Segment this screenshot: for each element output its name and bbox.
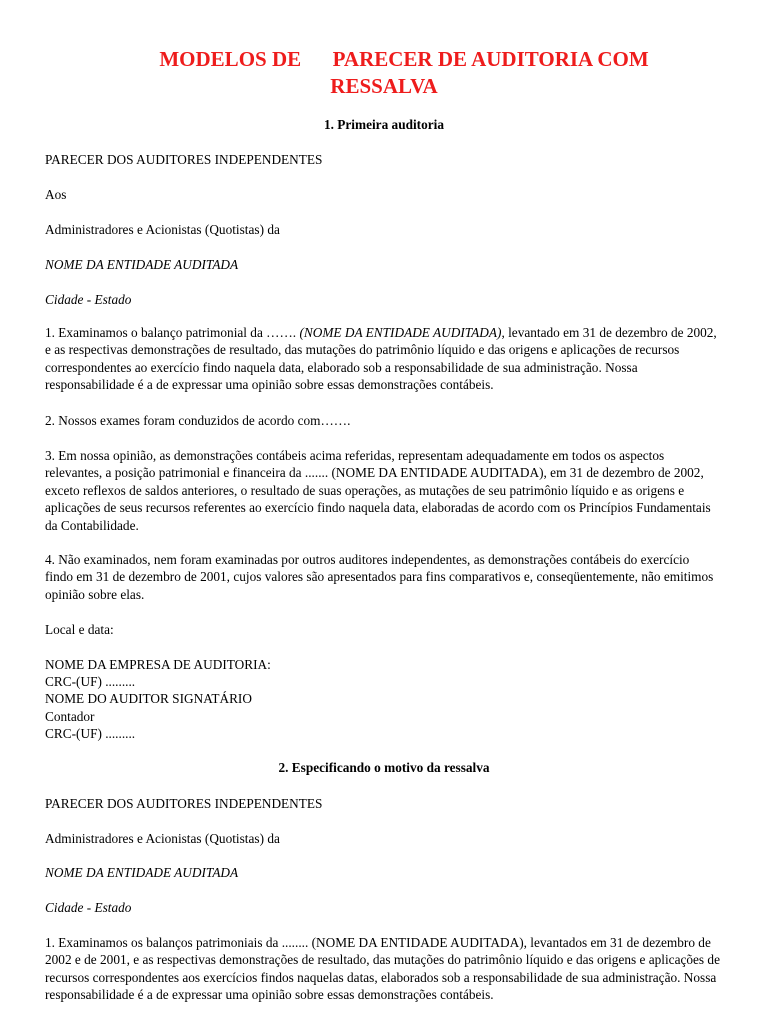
signature-firm-crc: CRC-(UF) ......... bbox=[45, 674, 136, 689]
paragraph-1-section-2: 1. Examinamos os balanços patrimoniais da ........ (NOME DA ENTIDADE AUDITADA), levantados em 31 de dezembro de 2002 e de 2001, e as respectivas demonstrações de resultado, das mutações do patrimônio líquido e das origens e aplicações de recursos correspondentes aos exercícios findos naquelas datas, elaborados sob a responsabilidade de sua administração. Nossa responsabilidade é a de expressar uma opinião sobre essas demonstrações contábeis. bbox=[45, 935, 720, 1003]
paragraph-1 bbox=[45, 324, 719, 394]
signature-firm: NOME DA EMPRESA DE AUDITORIA: bbox=[45, 657, 271, 672]
entity-name: NOME DA ENTIDADE AUDITADA bbox=[45, 257, 239, 272]
paragraph-1-rest: , levantado em 31 de dezembro de 2002, e as respectivas demonstrações de resultado, das mutações do patrimônio líquido e das origens e aplicações de recursos correspondentes ao exercício findo naquela data, elaborado sob a responsabilidade de sua administração. Nossa responsabilidade é a de expressar uma opinião sobre essas demonstrações contábeis. bbox=[45, 325, 717, 393]
addressee-prefix: Aos bbox=[45, 187, 67, 202]
addressee: Administradores e Acionistas (Quotistas) da bbox=[45, 222, 280, 237]
document-title-line-1: MODELOS DE PARECER DE AUDITORIA COM bbox=[159, 47, 649, 71]
paragraph-1-start: 1. Examinamos o balanço patrimonial da ……. bbox=[45, 325, 300, 340]
section-2-heading: 2. Especificando o motivo da ressalva bbox=[278, 760, 490, 775]
document-title-line-2 bbox=[0, 74, 768, 98]
report-title: PARECER DOS AUDITORES INDEPENDENTES bbox=[45, 152, 323, 167]
section-1-heading: 1. Primeira auditoria bbox=[323, 117, 445, 132]
signature-auditor-crc: CRC-(UF) ......... bbox=[45, 726, 136, 741]
paragraph-4: 4. Não examinados, nem foram examinadas por outros auditores independentes, as demonstrações contábeis do exercício findo em 31 de dezembro de 2001, cujos valores são apresentados para fins comparativos e, conseqüentemente, não emitimos opinião sobre elas. bbox=[45, 552, 714, 602]
signature-auditor: NOME DO AUDITOR SIGNATÁRIO bbox=[45, 691, 252, 706]
entity-name-2: NOME DA ENTIDADE AUDITADA bbox=[45, 865, 239, 880]
city-state: Cidade - Estado bbox=[45, 292, 132, 307]
addressee-2: Administradores e Acionistas (Quotistas) da bbox=[45, 831, 280, 846]
signature-role: Contador bbox=[45, 709, 95, 724]
paragraph-3: 3. Em nossa opinião, as demonstrações contábeis acima referidas, representam adequadamente em todos os aspectos relevantes, a posição patrimonial e financeira da ....... (NOME DA ENTIDADE AUDITADA), em 31 de dezembro de 2002, exceto reflexos de saldos anteriores, o resultado de suas operações, as mutações de seu patrimônio líquido e as origens e aplicações de seus recursos referentes ao exercício findo naquela data, elaboradas de acordo com os Princípios Fundamentais da Contabilidade. bbox=[45, 448, 711, 533]
document-title-line-2-text: RESSALVA bbox=[330, 74, 438, 98]
report-title-2: PARECER DOS AUDITORES INDEPENDENTES bbox=[45, 796, 323, 811]
paragraph-1-entity: (NOME DA ENTIDADE AUDITADA) bbox=[299, 325, 502, 340]
city-state-2: Cidade - Estado bbox=[45, 900, 132, 915]
paragraph-2: 2. Nossos exames foram conduzidos de acordo com……. bbox=[45, 413, 351, 428]
place-and-date: Local e data: bbox=[45, 622, 114, 637]
